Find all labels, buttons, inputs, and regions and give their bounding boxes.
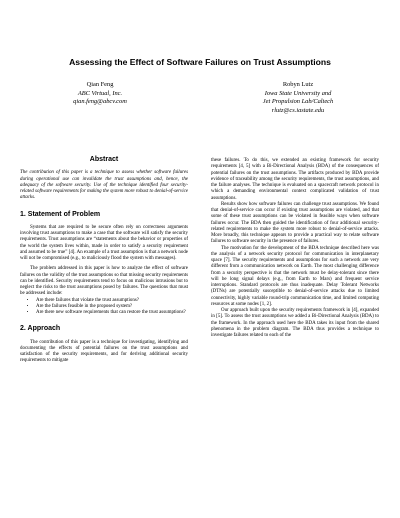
author-affiliation-2: Jet Propulsion Lab/Caltech [262,98,334,106]
author-name: Robyn Lutz [282,81,314,88]
abstract-text: The contribution of this paper is a technique to assess whether software failures during operational use can invalidate the trust assumptions and, hence, the adequacy of the software security. Use of the technique identified four security-related software requirements for making the system more robust to denial-of-service attacks. [20,170,188,201]
author-email: qian.feng@abcv.com [73,98,127,106]
author-email: rlutz@cs.iastate.edu [271,106,325,114]
list-item: • Are the failures feasible in the proposed system? [36,304,188,310]
section-2-heading: 2. Approach [20,325,61,333]
right-paragraph-2: Results show how software failures can challenge trust assumptions. We found that denial-of-service can occur if existing trust assumptions are violated, and that some of these trust assumptions can be violated in feasible ways when software failures occur. The BDA then guided the identification of four additional security-related requirements to make the system more robust to denial-of-service attacks. More broadly, this technique appears to provide a practical way to relate software failures to software security in the presence of failures. [211,201,379,245]
section-1-paragraph-1: Systems that are required to be secure often rely on correctness arguments involving trust assumptions to make a case that the software will satisfy the security requirements. Trust assumptions are “statements about the behavior or properties of the world the system lives within, made in order to satisfy a security requirement and assumed to be true” [4]. An example of a trust assumption is that a network node will not be compromised (e.g., to maliciously flood the system with messages). [20,224,188,261]
left-column [20,157,188,365]
section-1-paragraph-2: The problem addressed in this paper is how to analyze the effect of software failures on the validity of the trust assumptions so that missing security requirements can be identified. Security requirements tend to focus on malicious intrusions but to neglect the risks to the trust assumptions posed by failures. The questions that must be addressed include: [20,266,188,297]
section-2-paragraph-1: The contribution of this paper is a technique for investigating, identifying and documenting the effects of potential failures on the trust assumptions and satisfaction of the security requirements, and for deriving additional security requirements to mitigate [20,339,188,364]
list-item: • Are there new software requirements that can restore the trust assumptions? [36,310,188,316]
author-1 [20,81,180,107]
right-paragraph-4: Our approach built upon the security requirements framework in [4], expanded in [5]. To assess the trust assumptions we added a Bi-Directional Analysis (BDA) to the framework. In the approach used here the BDA takes its input from the shared phenomena in the problem diagram. The BDA thus provides a technique to investigate failures related to each of the [211,308,379,338]
author-2 [218,81,378,115]
right-paragraph-1: these failures. To do this, we extended an existing framework for security requirements [4, 5] with a Bi-Directional Analysis (BDA) of the consequences of potential failures on the trust assumptions. The artifacts produced by BDA provide evidence of traceability among the security requirements, the trust assumptions, and the failure analyses. The technique is evaluated on a spacecraft network protocol in which a demanding environmental context complicated validation of trust assumptions. [211,158,379,201]
paper-title: Assessing the Effect of Software Failures on Trust Assumptions [69,57,331,67]
author-name: Qian Feng [86,81,114,88]
question-list [20,298,188,317]
abstract-heading: Abstract [89,156,119,163]
section-1-heading: 1. Statement of Problem [20,210,101,218]
author-affiliation: Iowa State University and [264,89,332,97]
author-affiliation: ABC Virtual, Inc. [77,89,123,97]
right-column [211,158,379,339]
list-item: • Are there failures that violate the trust assumptions? [36,298,188,304]
right-paragraph-3: The motivation for the development of the BDA technique described here was the analysis of a network security protocol for communication in interplanetary space [7]. The security requirements and assumptions for such a network are very different from a communication network on Earth. The most challenging difference from a security perspective is that the network must be delay-tolerant since there will be long signal delays (e.g., from Earth to Mars) and frequent service interruptions. Standard protocols are thus inadequate. Delay Tolerant Networks (DTNs) are potentially susceptible to denial-of-service attacks due to limited connectivity, highly variable round-trip communication time, and limited computing resources at some nodes [1, 2]. [211,245,379,307]
